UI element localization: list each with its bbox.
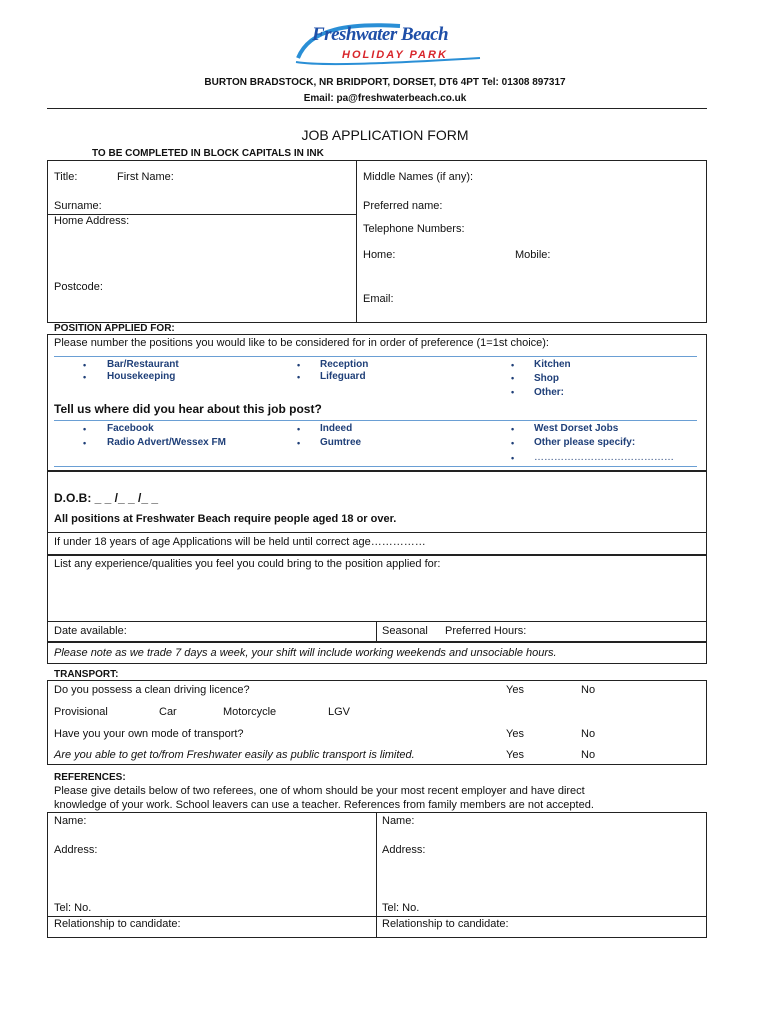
referee1-name[interactable]: Name: (54, 815, 87, 827)
referee2-tel[interactable]: Tel: No. (382, 902, 420, 914)
position-heading: POSITION APPLIED FOR: (54, 323, 175, 334)
availability-divider (376, 621, 377, 642)
public-transport-no[interactable]: No (581, 749, 596, 761)
availability-box (47, 621, 707, 642)
references-intro-line1: Please give details below of two referees, one of whom should be your most recent employer and have direct (54, 785, 585, 797)
surname-field[interactable]: Surname: (54, 200, 102, 212)
public-transport-yes[interactable]: Yes (506, 749, 524, 761)
referee2-name[interactable]: Name: (382, 815, 415, 827)
option-radio-advert[interactable]: Radio Advert/Wessex FM (107, 437, 226, 448)
bullet-icon: • (511, 438, 515, 448)
preferred-hours-field[interactable]: Preferred Hours: (445, 625, 527, 637)
bullet-icon: • (297, 438, 301, 448)
licence-motorcycle[interactable]: Motorcycle (223, 706, 277, 718)
public-transport-question: Are you able to get to/from Freshwater easily as public transport is limited. (54, 749, 415, 761)
bullet-icon: • (297, 372, 301, 382)
position-blue-divider (54, 356, 697, 357)
seasonal-field[interactable]: Seasonal (382, 625, 428, 637)
bullet-icon: • (83, 372, 87, 382)
referee1-relationship[interactable]: Relationship to candidate: (54, 918, 181, 930)
own-transport-question: Have you your own mode of transport? (54, 728, 244, 740)
other-specify-line[interactable]: …………………………………… (534, 452, 674, 463)
referee2-relationship[interactable]: Relationship to candidate: (382, 918, 509, 930)
option-other-specify[interactable]: Other please specify: (534, 437, 636, 448)
weekend-note: Please note as we trade 7 days a week, your shift will include working weekends and unsociable hours. (54, 647, 557, 659)
home-address-field[interactable]: Home Address: (54, 215, 130, 227)
logo-wordmark: Freshwater Beach (312, 24, 449, 45)
bullet-icon: • (83, 438, 87, 448)
bullet-icon: • (83, 360, 87, 370)
email-field[interactable]: Email: (363, 293, 394, 305)
header-divider (47, 108, 707, 109)
references-divider (376, 812, 377, 938)
logo-subtitle: HOLIDAY PARK (342, 49, 448, 61)
page-title: JOB APPLICATION FORM (301, 127, 469, 143)
licence-yes[interactable]: Yes (506, 684, 524, 696)
referee2-address[interactable]: Address: (382, 844, 426, 856)
first-name-field[interactable]: First Name: (117, 171, 174, 183)
references-row-divider (47, 916, 707, 917)
references-intro-line2: knowledge of your work. School leavers can use a teacher. References from family members are not accepted. (54, 799, 594, 811)
option-gumtree[interactable]: Gumtree (320, 437, 362, 448)
option-housekeeping[interactable]: Housekeeping (107, 371, 176, 382)
date-available-field[interactable]: Date available: (54, 625, 127, 637)
option-lifeguard[interactable]: Lifeguard (320, 371, 366, 382)
option-other[interactable]: Other: (534, 387, 564, 398)
middle-names-field[interactable]: Middle Names (if any): (363, 171, 474, 183)
bullet-icon: • (511, 373, 515, 383)
referee1-tel[interactable]: Tel: No. (54, 902, 92, 914)
option-kitchen[interactable]: Kitchen (534, 359, 571, 370)
transport-heading: TRANSPORT: (54, 669, 119, 680)
personal-divider (356, 160, 357, 323)
title-field[interactable]: Title: (54, 171, 78, 183)
option-indeed[interactable]: Indeed (320, 423, 353, 434)
own-transport-yes[interactable]: Yes (506, 728, 524, 740)
position-instruction: Please number the positions you would like to be considered for in order of preference (1=1st choice): (54, 337, 549, 349)
references-heading: REFERENCES: (54, 772, 126, 783)
form-subtitle: TO BE COMPLETED IN BLOCK CAPITALS IN INK (92, 148, 324, 159)
postcode-field[interactable]: Postcode: (54, 281, 103, 293)
home-phone-field[interactable]: Home: (363, 249, 396, 261)
bullet-icon: • (83, 424, 87, 434)
age-notice: All positions at Freshwater Beach require people aged 18 or over. (54, 513, 397, 525)
company-address: BURTON BRADSTOCK, NR BRIDPORT, DORSET, DT6 4PT Tel: 01308 897317 (204, 77, 566, 88)
licence-car[interactable]: Car (159, 706, 177, 718)
mobile-field[interactable]: Mobile: (515, 249, 551, 261)
referee1-address[interactable]: Address: (54, 844, 98, 856)
under18-notice: If under 18 years of age Applications will be held until correct age…………… (54, 536, 426, 548)
licence-provisional[interactable]: Provisional (54, 706, 108, 718)
option-reception[interactable]: Reception (320, 359, 369, 370)
age-divider (47, 532, 707, 533)
bullet-icon: • (511, 387, 515, 397)
licence-question: Do you possess a clean driving licence? (54, 684, 250, 696)
licence-lgv[interactable]: LGV (328, 706, 351, 718)
licence-no[interactable]: No (581, 684, 596, 696)
source-heading: Tell us where did you hear about this job post? (54, 402, 322, 416)
bullet-icon: • (511, 360, 515, 370)
source-bottom-divider (54, 466, 697, 467)
bullet-icon: • (511, 424, 515, 434)
experience-label: List any experience/qualities you feel you could bring to the position applied for: (54, 558, 441, 570)
preferred-name-field[interactable]: Preferred name: (363, 200, 443, 212)
own-transport-no[interactable]: No (581, 728, 596, 740)
bullet-icon: • (511, 453, 515, 463)
bullet-icon: • (297, 424, 301, 434)
bullet-icon: • (297, 360, 301, 370)
option-bar-restaurant[interactable]: Bar/Restaurant (107, 359, 179, 370)
source-blue-divider (54, 420, 697, 421)
dob-field[interactable]: D.O.B: _ _ /_ _ /_ _ (54, 491, 159, 505)
telephone-numbers-label: Telephone Numbers: (363, 223, 465, 235)
option-facebook[interactable]: Facebook (107, 423, 154, 434)
logo (290, 18, 490, 68)
option-west-dorset-jobs[interactable]: West Dorset Jobs (534, 423, 619, 434)
option-shop[interactable]: Shop (534, 373, 559, 384)
company-email: Email: pa@freshwaterbeach.co.uk (303, 93, 467, 104)
